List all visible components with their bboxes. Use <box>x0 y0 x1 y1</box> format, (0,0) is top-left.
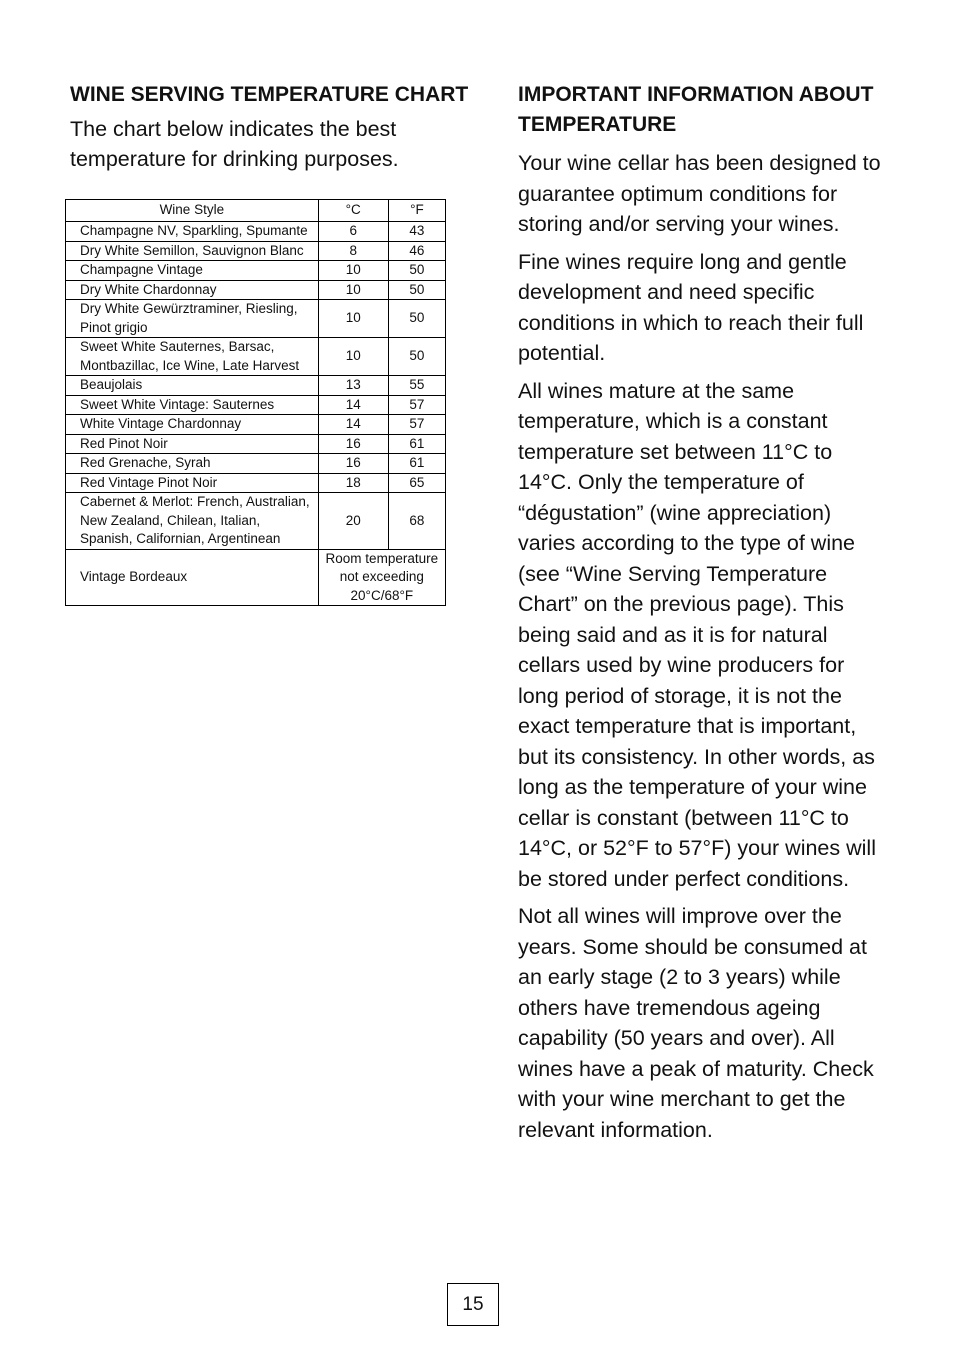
celsius-cell: 16 <box>318 434 388 454</box>
wine-style-cell: Red Grenache, Syrah <box>66 454 319 474</box>
table-row <box>66 222 446 242</box>
celsius-cell: 10 <box>318 261 388 281</box>
wine-style-cell: Cabernet & Merlot: French, Australian, New Zealand, Chilean, Italian, Spanish, Californian, Argentinean <box>66 493 319 550</box>
wine-style-cell: Champagne NV, Sparkling, Spumante <box>66 222 319 242</box>
table-row <box>66 549 446 606</box>
left-column <box>70 80 470 174</box>
fahrenheit-cell: 46 <box>388 241 445 261</box>
fahrenheit-cell: 50 <box>388 300 445 338</box>
table-row <box>66 300 446 338</box>
wine-style-cell: Dry White Semillon, Sauvignon Blanc <box>66 241 319 261</box>
page-number: 15 <box>447 1283 499 1326</box>
wine-style-cell: Dry White Chardonnay <box>66 280 319 300</box>
table-row <box>66 434 446 454</box>
table-row <box>66 261 446 281</box>
fahrenheit-cell: 50 <box>388 338 445 376</box>
celsius-cell: 16 <box>318 454 388 474</box>
table-row <box>66 241 446 261</box>
chart-intro-text: The chart below indicates the best temperature for drinking purposes. <box>70 117 399 171</box>
celsius-cell: 6 <box>318 222 388 242</box>
table-row <box>66 338 446 376</box>
celsius-cell: 10 <box>318 280 388 300</box>
room-temperature-note-cell: Room temperature not exceeding 20°C/68°F <box>318 549 445 606</box>
celsius-cell: 10 <box>318 300 388 338</box>
temperature-info-body <box>518 148 890 1145</box>
celsius-cell: 10 <box>318 338 388 376</box>
wine-style-cell: Vintage Bordeaux <box>66 549 319 606</box>
header-fahrenheit: °F <box>388 200 445 222</box>
header-wine-style: Wine Style <box>66 200 319 222</box>
table-row <box>66 395 446 415</box>
table-row <box>66 376 446 396</box>
table-header-row <box>66 200 446 222</box>
fahrenheit-cell: 57 <box>388 415 445 435</box>
chart-section-title: WINE SERVING TEMPERATURE CHART <box>70 83 469 106</box>
wine-style-cell: Dry White Gewürztraminer, Riesling, Pinot grigio <box>66 300 319 338</box>
table-row <box>66 280 446 300</box>
right-column <box>518 80 890 1152</box>
header-celsius: °C <box>318 200 388 222</box>
celsius-cell: 8 <box>318 241 388 261</box>
celsius-cell: 14 <box>318 415 388 435</box>
info-paragraph: Not all wines will improve over the years. Some should be consumed at an early stage (2 to 3 years) while others have tremendous ageing capability (50 years and over). All wines have a peak of maturity. Check with your wine merchant to get the relevant information. <box>518 904 874 1142</box>
wine-style-cell: Red Pinot Noir <box>66 434 319 454</box>
fahrenheit-cell: 43 <box>388 222 445 242</box>
wine-style-cell: Sweet White Vintage: Sauternes <box>66 395 319 415</box>
fahrenheit-cell: 61 <box>388 454 445 474</box>
temperature-info-title: IMPORTANT INFORMATION ABOUT TEMPERATURE <box>518 83 874 136</box>
wine-style-cell: Sweet White Sauternes, Barsac, Montbazillac, Ice Wine, Late Harvest <box>66 338 319 376</box>
wine-temperature-table <box>65 199 446 606</box>
fahrenheit-cell: 50 <box>388 280 445 300</box>
info-paragraph: All wines mature at the same temperature, which is a constant temperature set between 11°C to 14°C. Only the temperature of “dégustation” (wine appreciation) varies according to the type of wine (see “Wine Serving Temperature Chart” on the previous page). This being said and as it is for natural cellars used by wine producers for long period of storage, it is not the exact temperature that is important, but its consistency. In other words, as long as the temperature of your wine cellar is constant (between 11°C to 14°C, or 52°F to 57°F) your wines will be stored under perfect conditions. <box>518 378 876 891</box>
wine-style-cell: Red Vintage Pinot Noir <box>66 473 319 493</box>
celsius-cell: 20 <box>318 493 388 550</box>
fahrenheit-cell: 50 <box>388 261 445 281</box>
fahrenheit-cell: 61 <box>388 434 445 454</box>
table-row <box>66 493 446 550</box>
fahrenheit-cell: 55 <box>388 376 445 396</box>
fahrenheit-cell: 65 <box>388 473 445 493</box>
wine-style-cell: White Vintage Chardonnay <box>66 415 319 435</box>
celsius-cell: 18 <box>318 473 388 493</box>
table-row <box>66 473 446 493</box>
info-paragraph: Fine wines require long and gentle development and need specific conditions in which to reach their full potential. <box>518 249 864 365</box>
celsius-cell: 13 <box>318 376 388 396</box>
table-row <box>66 454 446 474</box>
wine-style-cell: Champagne Vintage <box>66 261 319 281</box>
table-body <box>66 222 446 606</box>
table-row <box>66 415 446 435</box>
fahrenheit-cell: 68 <box>388 493 445 550</box>
celsius-cell: 14 <box>318 395 388 415</box>
wine-style-cell: Beaujolais <box>66 376 319 396</box>
info-paragraph: Your wine cellar has been designed to guarantee optimum conditions for storing and/or serving your wines. <box>518 151 881 236</box>
fahrenheit-cell: 57 <box>388 395 445 415</box>
